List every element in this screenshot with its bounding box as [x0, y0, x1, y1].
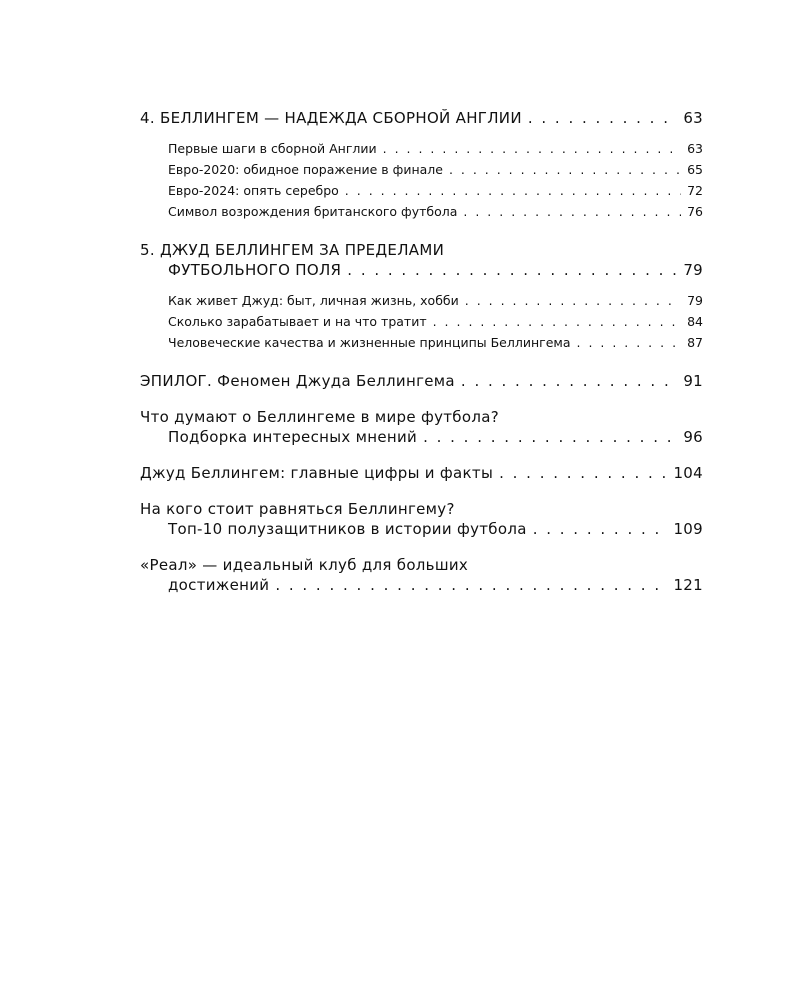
- toc-entry-title-line1: «Реал» — идеальный клуб для больших: [140, 556, 469, 574]
- toc-entry: [140, 519, 703, 539]
- dot-leader: [275, 575, 667, 595]
- toc-entry-title: Джуд Беллингем: главные цифры и факты: [140, 464, 494, 482]
- spacer: [140, 391, 703, 407]
- table-of-contents: [140, 108, 703, 595]
- toc-entry-title-line1: На кого стоит равняться Беллингему?: [140, 500, 455, 518]
- toc-subentry-title: Евро-2020: обидное поражение в финале: [168, 162, 443, 177]
- toc-opinions[interactable]: [140, 407, 703, 447]
- toc-subentry[interactable]: [140, 332, 703, 353]
- toc-subentry[interactable]: [140, 138, 703, 159]
- toc-chapter-4: [140, 108, 703, 128]
- toc-entry-page: 79: [683, 261, 703, 279]
- spacer: [140, 483, 703, 499]
- toc-chapter-5[interactable]: [140, 240, 703, 280]
- toc-subentry-title: Как живет Джуд: быт, личная жизнь, хобби: [168, 293, 459, 308]
- toc-facts[interactable]: [140, 463, 703, 483]
- dot-leader: [528, 108, 677, 128]
- toc-subentry-page: 87: [687, 335, 703, 350]
- toc-entry-title-line2: ФУТБОЛЬНОГО ПОЛЯ: [168, 261, 342, 279]
- toc-subentry[interactable]: [140, 311, 703, 332]
- toc-subentry[interactable]: [140, 159, 703, 180]
- dot-leader: [423, 427, 677, 447]
- spacer: [140, 539, 703, 555]
- toc-subentry-page: 65: [687, 162, 703, 177]
- toc-entry-title-line2: Топ-10 полузащитников в истории футбола: [168, 520, 527, 538]
- toc-subentry-title: Символ возрождения британского футбола: [168, 204, 458, 219]
- toc-entry-page: 96: [683, 428, 703, 446]
- toc-real[interactable]: [140, 555, 703, 595]
- dot-leader: [499, 463, 667, 483]
- toc-subentry-page: 79: [687, 293, 703, 308]
- toc-subentry[interactable]: [140, 180, 703, 201]
- dot-leader: [433, 311, 681, 332]
- toc-entry-page: 104: [673, 464, 703, 482]
- toc-subentry-page: 63: [687, 141, 703, 156]
- toc-entry: [140, 427, 703, 447]
- dot-leader: [463, 201, 681, 222]
- toc-subentry-page: 84: [687, 314, 703, 329]
- dot-leader: [383, 138, 681, 159]
- dot-leader: [345, 180, 681, 201]
- toc-entry[interactable]: [140, 108, 703, 128]
- dot-leader: [449, 159, 681, 180]
- toc-role-models[interactable]: [140, 499, 703, 539]
- toc-subentry-title: Сколько зарабатывает и на что тратит: [168, 314, 427, 329]
- dot-leader: [577, 332, 682, 353]
- toc-entry-page: 91: [683, 372, 703, 390]
- toc-entry: [140, 463, 703, 483]
- toc-entry-title-line1: Что думают о Беллингеме в мире футбола?: [140, 408, 499, 426]
- toc-subentry-title: Евро-2024: опять серебро: [168, 183, 339, 198]
- toc-subentry[interactable]: [140, 201, 703, 222]
- spacer: [140, 447, 703, 463]
- toc-epilogue[interactable]: [140, 371, 703, 391]
- toc-subentry-title: Первые шаги в сборной Англии: [168, 141, 377, 156]
- dot-leader: [465, 290, 681, 311]
- toc-entry-title: ЭПИЛОГ. Феномен Джуда Беллингема: [140, 372, 455, 390]
- toc-entry-page: 121: [673, 576, 703, 594]
- toc-entry-title: 4. БЕЛЛИНГЕМ — НАДЕЖДА СБОРНОЙ АНГЛИИ: [140, 109, 522, 127]
- toc-entry: [140, 575, 703, 595]
- toc-subentry-title: Человеческие качества и жизненные принципы Беллингема: [168, 335, 571, 350]
- toc-entry-page: 63: [683, 109, 703, 127]
- toc-subentry[interactable]: [140, 290, 703, 311]
- dot-leader: [533, 519, 668, 539]
- spacer: [140, 353, 703, 371]
- toc-subentry-page: 76: [687, 204, 703, 219]
- dot-leader: [347, 260, 677, 280]
- toc-entry-title-line2: Подборка интересных мнений: [168, 428, 418, 446]
- toc-entry-page: 109: [673, 520, 703, 538]
- toc-entry: [140, 260, 703, 280]
- toc-entry-title-line2: достижений: [168, 576, 270, 594]
- dot-leader: [461, 371, 677, 391]
- toc-entry: [140, 371, 703, 391]
- toc-entry-title-line1: 5. ДЖУД БЕЛЛИНГЕМ ЗА ПРЕДЕЛАМИ: [140, 241, 445, 259]
- spacer: [140, 222, 703, 240]
- toc-subentry-page: 72: [687, 183, 703, 198]
